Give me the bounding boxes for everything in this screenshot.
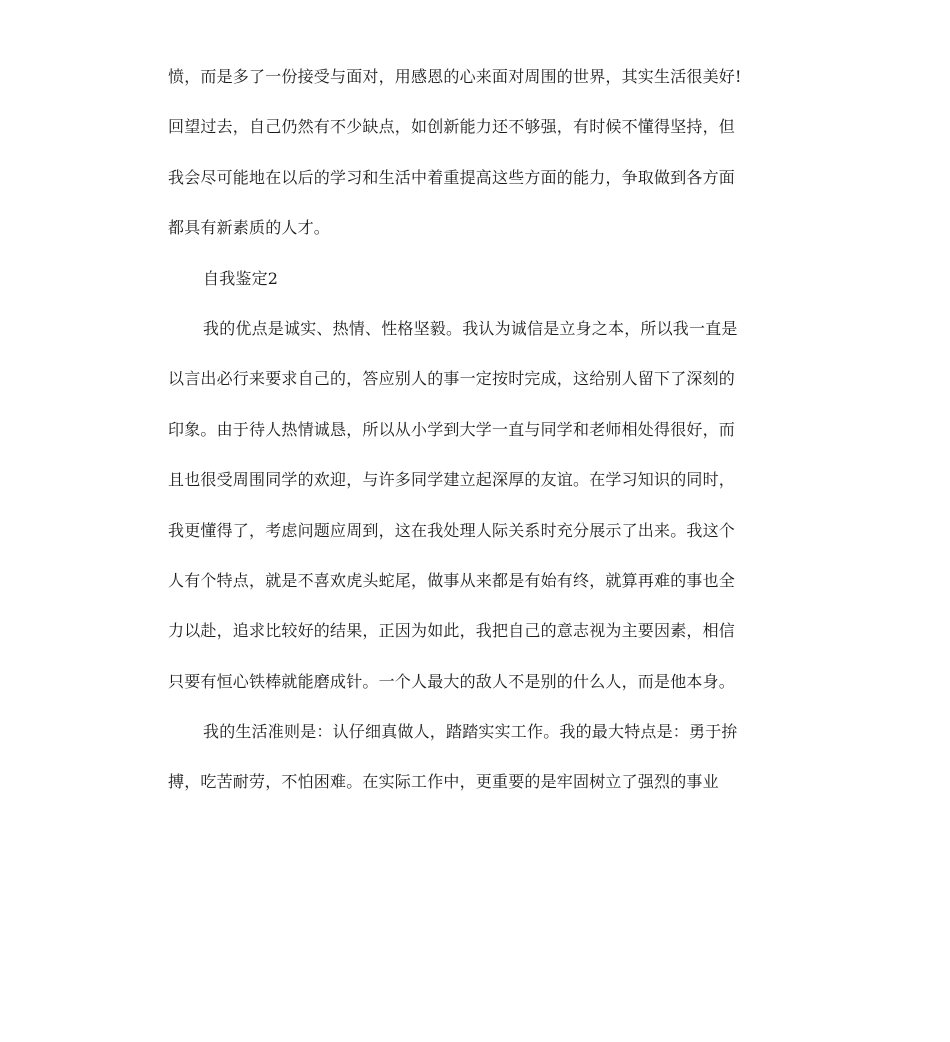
paragraph-line: 我的生活准则是：认仔细真做人，踏踏实实工作。我的最大特点是：勇于拚 bbox=[203, 722, 738, 742]
paragraph-line: 人有个特点，就是不喜欢虎头蛇尾，做事从来都是有始有终，就算再难的事也全 bbox=[168, 570, 736, 590]
paragraph-line: 回望过去，自己仍然有不少缺点，如创新能力还不够强，有时候不懂得坚持，但 bbox=[168, 117, 736, 137]
paragraph-line: 我更懂得了，考虑问题应周到，这在我处理人际关系时充分展示了出来。我这个 bbox=[168, 520, 736, 540]
section-heading: 自我鉴定2 bbox=[203, 268, 279, 288]
paragraph-1 bbox=[168, 58, 788, 260]
paragraph-line: 只要有恒心铁棒就能磨成针。一个人最大的敌人不是别的什么人，而是他本身。 bbox=[168, 671, 736, 691]
paragraph-line: 力以赴，追求比较好的结果，正因为如此，我把自己的意志视为主要因素，相信 bbox=[168, 621, 736, 641]
paragraph-line: 我的优点是诚实、热情、性格坚毅。我认为诚信是立身之本，所以我一直是 bbox=[203, 318, 738, 338]
paragraph-line: 印象。由于待人热情诚恳，所以从小学到大学一直与同学和老师相处得很好，而 bbox=[168, 419, 736, 439]
paragraph-line: 愤，而是多了一份接受与面对，用感恩的心来面对周围的世界，其实生活很美好! bbox=[168, 67, 742, 86]
paragraph-line: 且也很受周围同学的欢迎，与许多同学建立起深厚的友谊。在学习知识的同时， bbox=[168, 470, 736, 490]
paragraph-3 bbox=[168, 713, 788, 814]
paragraph-line: 搏，吃苦耐劳，不怕困难。在实际工作中，更重要的是牢固树立了强烈的事业 bbox=[168, 772, 719, 792]
paragraph-line: 我会尽可能地在以后的学习和生活中着重提高这些方面的能力，争取做到各方面 bbox=[168, 167, 736, 187]
paragraph-2 bbox=[168, 310, 788, 713]
document-body bbox=[168, 58, 788, 814]
paragraph-line: 都具有新素质的人才。 bbox=[168, 218, 331, 238]
paragraph-line: 以言出必行来要求自己的，答应别人的事一定按时完成，这给别人留下了深刻的 bbox=[168, 369, 736, 389]
